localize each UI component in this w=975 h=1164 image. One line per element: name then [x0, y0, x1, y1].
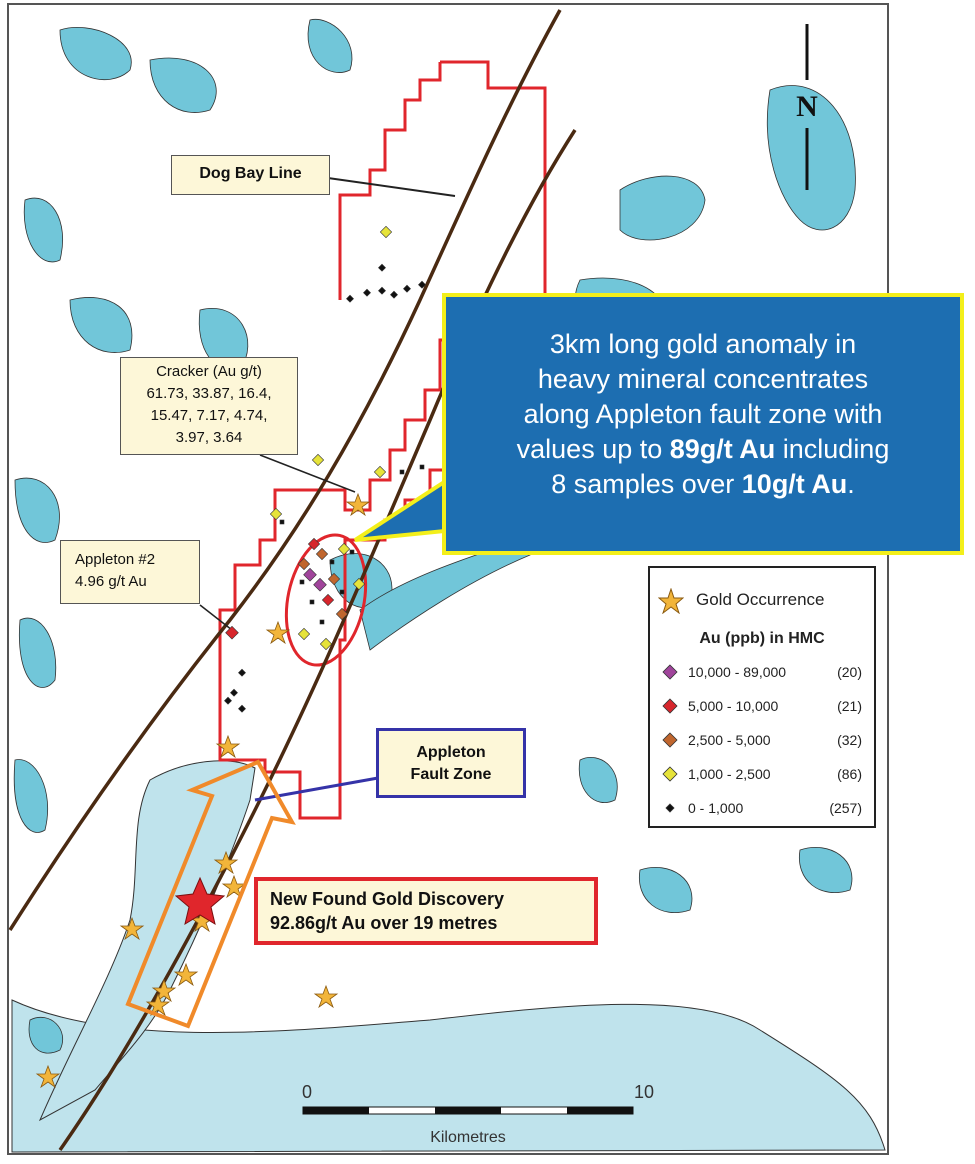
legend-count: (86) [837, 766, 862, 782]
legend-count: (32) [837, 732, 862, 748]
legend-row [650, 798, 874, 820]
appleton-fault-zone-label [376, 728, 526, 798]
scale-end-label: 10 [633, 1082, 655, 1102]
legend-occurrence-label: Gold Occurrence [696, 590, 825, 609]
callout-line4-b: 89g/t Au [669, 434, 776, 464]
legend-title: Au (ppb) in HMC [699, 630, 825, 647]
callout-line4-a: values up to [516, 434, 670, 464]
legend-range: 10,000 - 89,000 [688, 664, 787, 680]
legend-range: 1,000 - 2,500 [688, 766, 771, 782]
legend-row [650, 662, 874, 684]
anomaly-callout [442, 293, 964, 555]
legend-range: 2,500 - 5,000 [688, 732, 771, 748]
legend-diamond-icon [662, 732, 678, 748]
scale-unit-label: Kilometres [430, 1129, 506, 1146]
legend-count: (21) [837, 698, 862, 714]
callout-line4 [446, 432, 960, 467]
cracker-values-1: 61.73, 33.87, 16.4, [146, 385, 272, 402]
discovery-line2: 92.86g/t Au over 19 metres [270, 913, 498, 933]
gold-occurrence-star-icon [658, 588, 684, 614]
north-arrow-letter: N [796, 90, 818, 123]
cracker-label [120, 357, 298, 455]
map-legend [648, 566, 876, 828]
legend-count: (20) [837, 664, 862, 680]
dog-bay-line-text: Dog Bay Line [199, 165, 302, 182]
cracker-values-2: 15.47, 7.17, 4.74, [150, 407, 268, 424]
legend-diamond-icon [662, 698, 678, 714]
cracker-values-3: 3.97, 3.64 [175, 429, 243, 446]
discovery-line1: New Found Gold Discovery [270, 889, 505, 909]
callout-line5-c: . [847, 469, 855, 499]
callout-line1: 3km long gold anomaly in [549, 329, 857, 359]
legend-diamond-icon [662, 664, 678, 680]
appleton2-title: Appleton #2 [75, 551, 156, 568]
cracker-title: Cracker (Au g/t) [156, 363, 262, 380]
scale-bar [303, 1107, 633, 1114]
scale-start-label: 0 [301, 1082, 313, 1102]
callout-line3: along Appleton fault zone with [523, 399, 883, 429]
legend-diamond-icon [662, 800, 678, 816]
legend-row [650, 730, 874, 752]
legend-diamond-icon [662, 766, 678, 782]
legend-range: 5,000 - 10,000 [688, 698, 779, 714]
fault-zone-line2: Fault Zone [410, 766, 492, 783]
appleton2-grade: 4.96 g/t Au [75, 573, 147, 590]
callout-line5 [446, 467, 960, 502]
legend-range: 0 - 1,000 [688, 800, 744, 816]
legend-row [650, 696, 874, 718]
callout-line4-c: including [775, 434, 890, 464]
callout-line2: heavy mineral concentrates [537, 364, 869, 394]
fault-zone-line1: Appleton [416, 744, 486, 761]
discovery-label [254, 877, 598, 945]
callout-line5-b: 10g/t Au [741, 469, 848, 499]
dog-bay-line-label [171, 155, 330, 195]
appleton2-label [60, 540, 200, 604]
legend-row [650, 764, 874, 786]
callout-line5-a: 8 samples over [551, 469, 742, 499]
legend-count: (257) [829, 800, 862, 816]
